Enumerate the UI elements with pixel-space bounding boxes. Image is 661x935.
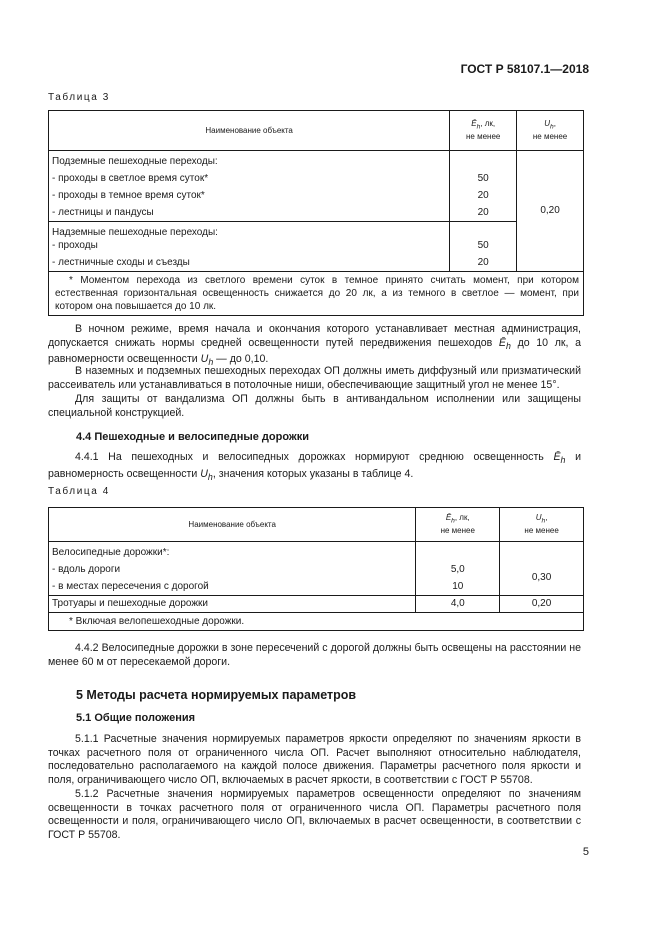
table4-row2-label: Тротуары и пешеходные дорожки xyxy=(49,596,416,613)
table3-header-u: $U_h$, не менее xyxy=(517,111,584,151)
standard-code: ГОСТ Р 58107.1—2018 xyxy=(460,62,589,76)
table3-group2-labels: Надземные пешеходные переходы: - проходы - лестничные сходы и съезды xyxy=(49,222,450,272)
section-5-1-2-paragraph: 5.1.2 Расчетные значения нормируемых параметров освещенности определяют по значениям освещенности в точках расчетного поля от ограниченного числа ОП. Параметры расчетного поля освещенности и поля, ограничивающего число ОП, включаемых в расчет освещенности, в соответствии с ГОСТ Р 55708. xyxy=(48,788,581,841)
table4-footnote: * Включая велопешеходные дорожки. xyxy=(49,613,584,631)
table4-row2-e: 4,0 xyxy=(416,596,500,613)
table3-group2-values: 50 20 xyxy=(450,222,517,272)
table3 xyxy=(48,110,584,316)
table4-caption: Таблица 4 xyxy=(48,486,110,497)
table4-group1-labels: Велосипедные дорожки*: - вдоль дороги - в местах пересечения с дорогой xyxy=(49,542,416,596)
section-4-4-heading: 4.4 Пешеходные и велосипедные дорожки xyxy=(76,431,309,443)
table4-group1-u-value: 0,30 xyxy=(500,542,584,596)
table3-group1-values: 50 20 20 xyxy=(450,151,517,222)
table4 xyxy=(48,507,584,631)
section-5-heading: 5 Методы расчета нормируемых параметров xyxy=(76,688,357,702)
table4-header-name: Наименование объекта xyxy=(49,508,416,542)
table4-header-u: $U_h$, не менее xyxy=(500,508,584,542)
table3-footnote: * Моментом перехода из светлого времени суток в темное принято считать момент, при котором естественная горизонтальная освещенность снижается до 20 лк, а из темного в светлое — момент, при котором она повышается до 10 лк. xyxy=(49,272,584,316)
table4-row2-u: 0,20 xyxy=(500,596,584,613)
page-number: 5 xyxy=(582,846,589,858)
night-mode-paragraph: В ночном режиме, время начала и окончания которого устанавливает местная администрация, допускается снижать нормы средней освещенности путей передвижения пешеходов $Ē_h$ до 10 лк, а равномерности освещенности $U_h$ — до 0,10. xyxy=(48,323,581,368)
table3-caption: Таблица 3 xyxy=(48,92,110,103)
table3-header-name: Наименование объекта xyxy=(49,111,450,151)
vandalism-paragraph: Для защиты от вандализма ОП должны быть в антивандальном исполнении или защищены специальной конструкцией. xyxy=(48,393,581,419)
table3-group1-labels: Подземные пешеходные переходы: - проходы в светлое время суток* - проходы в темное время суток* - лестницы и пандусы xyxy=(49,151,450,222)
table4-header-e: $Ē_h$, лк, не менее xyxy=(416,508,500,542)
section-4-4-1-paragraph: 4.4.1 На пешеходных и велосипедных дорожках нормируют среднюю освещенность $Ē_h$ и равномерность освещенности $U_h$, значения которых указаны в таблице 4. xyxy=(48,451,581,482)
section-5-1-1-paragraph: 5.1.1 Расчетные значения нормируемых параметров яркости определяют по значениям яркости в точках расчетного поля от ограниченного числа ОП. Расчет выполняют относительно наблюдателя, последовательно располагаемого на каждой полосе движения. Параметры расчетного поля яркости и поля, ограничивающего число ОП, включаемых в расчет яркости, в соответствии с ГОСТ Р 55708. xyxy=(48,733,581,786)
crossings-paragraph: В наземных и подземных пешеходных переходах ОП должны иметь диффузный или призматический рассеиватель или устанавливаться в потолочные ниши, обеспечивающие защитный угол не менее 15°. xyxy=(48,365,581,391)
table3-header-e: $Ē_h$, лк, не менее xyxy=(450,111,517,151)
table3-u-value: 0,20 xyxy=(517,151,584,272)
section-4-4-2-paragraph: 4.4.2 Велосипедные дорожки в зоне пересечений с дорогой должны быть освещены на расстоянии не менее 60 м от пересекаемой дороги. xyxy=(48,642,581,668)
table4-group1-values: 5,0 10 xyxy=(416,542,500,596)
section-5-1-heading: 5.1 Общие положения xyxy=(76,712,196,724)
